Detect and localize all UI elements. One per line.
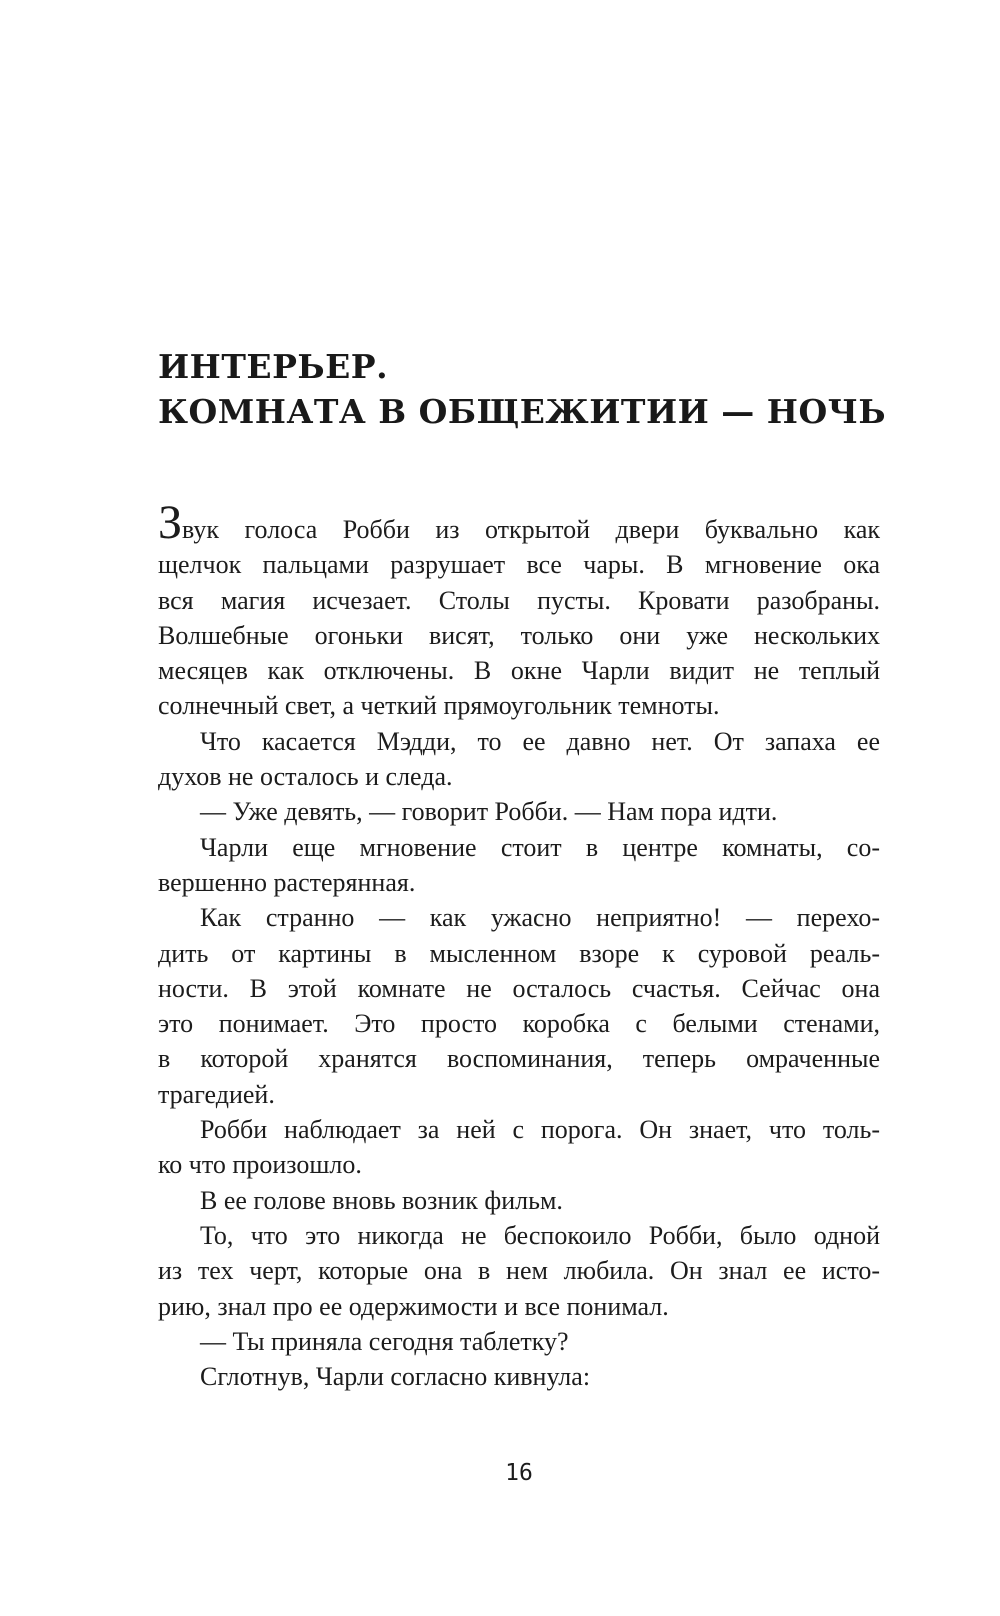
text-line: То, что это никогда не беспокоило Робби, было одной [200, 1220, 880, 1250]
text-line: — Уже девять, — говорит Робби. — Нам пора идти. [200, 797, 778, 827]
text-line: Робби наблюдает за ней с порога. Он знает, что толь- [200, 1115, 880, 1145]
text-line: трагедией. [158, 1079, 275, 1109]
scene-heading-line-2: КОМНАТА В ОБЩЕЖИТИИ — НОЧЬ [158, 392, 887, 431]
text-line: это понимает. Это просто коробка с белыми стенами, [158, 1009, 880, 1039]
text-line: — Ты приняла сегодня таблетку? [200, 1326, 569, 1356]
text-line: дить от картины в мысленном взоре к суровой реаль- [158, 938, 880, 968]
text-line: Сглотнув, Чарли согласно кивнула: [200, 1362, 591, 1392]
text-line: вся магия исчезает. Столы пусты. Кровати разобраны. [158, 585, 880, 615]
text-line: в которой хранятся воспоминания, теперь омраченные [158, 1044, 880, 1074]
text-line-content: вук голоса Робби из открытой двери буквально как [182, 515, 880, 544]
drop-cap: З [158, 496, 183, 549]
text-line: Чарли еще мгновение стоит в центре комнаты, со- [200, 832, 880, 862]
body-text [158, 496, 880, 1394]
text-line: щелчок пальцами разрушает все чары. В мгновение ока [158, 550, 880, 580]
text-line: месяцев как отключены. В окне Чарли видит не теплый [158, 656, 880, 686]
text-line: рию, знал про ее одержимости и все понимал. [158, 1291, 669, 1321]
page-number: 16 [505, 1460, 533, 1486]
text-line: ности. В этой комнате не осталось счастья. Сейчас она [158, 973, 880, 1003]
text-line: ко что произошло. [158, 1150, 362, 1180]
text-line: Как странно — как ужасно неприятно! — перехо- [200, 903, 880, 933]
text-line: В ее голове вновь возник фильм. [200, 1185, 563, 1215]
text-line [158, 496, 880, 549]
text-line: Что касается Мэдди, то ее давно нет. От запаха ее [200, 726, 880, 756]
text-line: Волшебные огоньки висят, только они уже нескольких [158, 620, 880, 650]
text-line: из тех черт, которые она в нем любила. Он знал ее исто- [158, 1256, 880, 1286]
text-line: духов не осталось и следа. [158, 762, 453, 792]
text-line: вершенно растерянная. [158, 867, 416, 897]
scene-heading-line-1: ИНТЕРЬЕР. [158, 347, 389, 386]
scene-heading [158, 344, 886, 434]
text-line: солнечный свет, а четкий прямоугольник темноты. [158, 691, 720, 721]
